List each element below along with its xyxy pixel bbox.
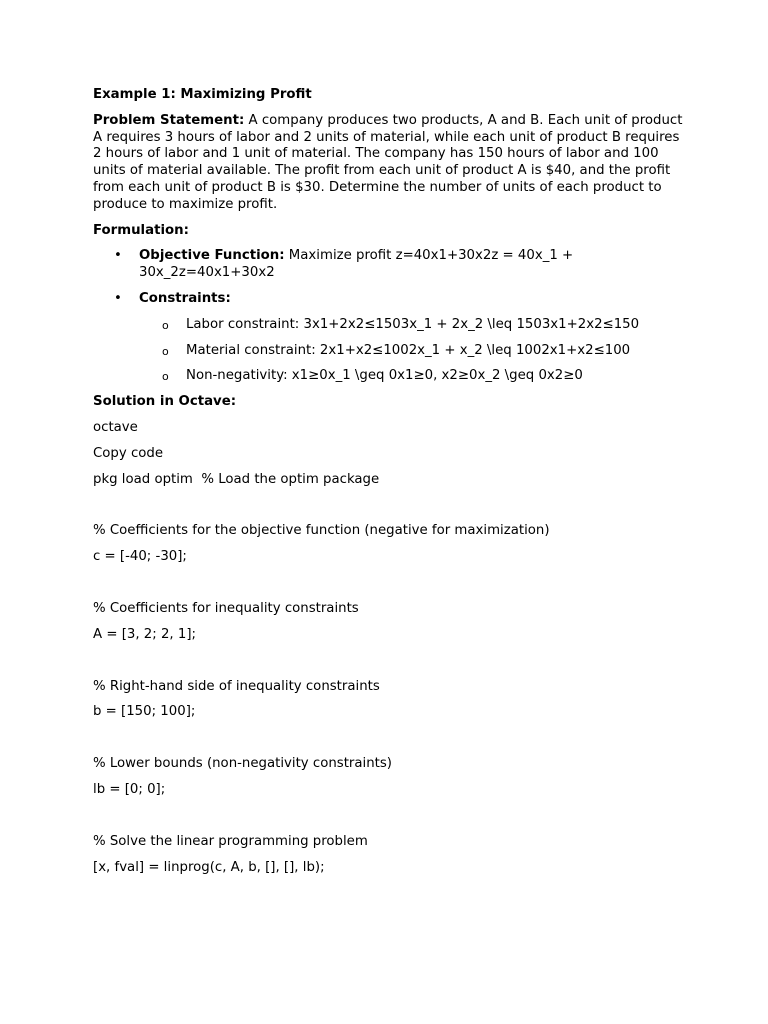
- objective-function-item: [93, 248, 683, 282]
- code-blank-line: [93, 653, 683, 670]
- sub-bullet-marker: o: [162, 370, 169, 384]
- sub-bullet-marker: o: [162, 344, 169, 358]
- code-blank-line: [93, 730, 683, 747]
- problem-statement-text: A company produces two products, A and B. Each unit of product A requires 3 hours of labor and 2 units of material, while each unit of product B requires 2 hours of labor and 1 unit of material. The company has 150 hours of labor and 100 units of material available. The profit from each unit of product A is $40, and the profit from each unit of product B is $30. Determine the number of units of each product to produce to maximize profit.: [93, 112, 683, 212]
- constraints-label: Constraints:: [139, 290, 231, 306]
- objective-function-label: Objective Function:: [139, 248, 285, 264]
- constraint-item: [139, 343, 683, 360]
- code-line: b = [150; 100];: [93, 704, 196, 720]
- code-blank-line: [93, 497, 683, 514]
- constraint-text: Labor constraint: 3x1+2x2≤1503x_1 + 2x_2 \leq 1503x1+2x2≤150: [186, 316, 640, 332]
- document-page: [93, 87, 683, 885]
- code-line: c = [-40; -30];: [93, 549, 187, 565]
- code-line: A = [3, 2; 2, 1];: [93, 626, 196, 642]
- constraint-text: Material constraint: 2x1+x2≤1002x_1 + x_2 \leq 1002x1+x2≤100: [186, 342, 631, 358]
- code-blank-line: [93, 575, 683, 592]
- sub-bullet-marker: o: [162, 318, 169, 332]
- bullet-marker: •: [114, 290, 122, 306]
- constraint-text: Non-negativity: x1≥0x_1 \geq 0x1≥0, x2≥0x_2 \geq 0x2≥0: [186, 368, 583, 384]
- code-line: % Right-hand side of inequality constraints: [93, 678, 380, 694]
- constraint-item: [139, 317, 683, 334]
- bullet-marker: •: [114, 248, 122, 264]
- problem-statement-label: Problem Statement:: [93, 112, 245, 128]
- copy-code-button[interactable]: Copy code: [93, 445, 164, 461]
- code-line: % Solve the linear programming problem: [93, 833, 368, 849]
- constraints-list: [139, 317, 683, 385]
- code-line: % Coefficients for inequality constraints: [93, 600, 359, 616]
- document-title: Example 1: Maximizing Profit: [93, 87, 312, 102]
- objective-function-text: Maximize profit z=40x1+30x2z = 40x_1 + 30x_2z=40x1+30x2: [139, 248, 574, 281]
- code-line: lb = [0; 0];: [93, 781, 166, 797]
- formulation-heading: Formulation:: [93, 222, 189, 238]
- solution-heading: Solution in Octave:: [93, 394, 237, 410]
- code-blank-line: [93, 808, 683, 825]
- constraint-item: [139, 368, 683, 385]
- problem-statement: [93, 113, 683, 214]
- code-block: [93, 472, 683, 877]
- formulation-list: [93, 248, 683, 385]
- code-line: [x, fval] = linprog(c, A, b, [], [], lb);: [93, 859, 325, 875]
- code-line: pkg load optim % Load the optim package: [93, 471, 380, 487]
- code-language-label: octave: [93, 419, 138, 435]
- constraints-item: [93, 291, 683, 385]
- code-line: % Lower bounds (non-negativity constraints): [93, 756, 392, 772]
- code-line: % Coefficients for the objective function (negative for maximization): [93, 523, 550, 539]
